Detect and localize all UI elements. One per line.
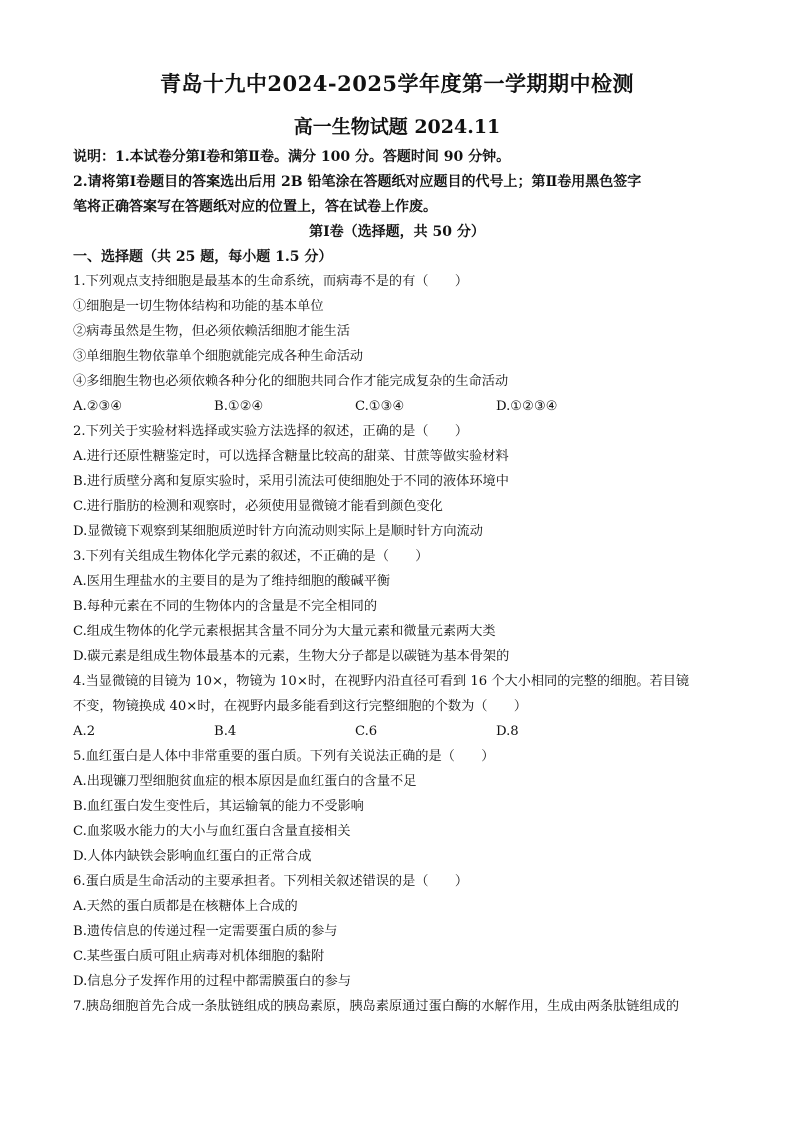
q1-item: ①细胞是一切生物体结构和功能的基本单位 xyxy=(73,299,324,314)
q2-option-d: D.显微镜下观察到某细胞质逆时针方向流动则实际上是顺时针方向流动 xyxy=(73,524,483,539)
q6-option-b: B.遗传信息的传递过程一定需要蛋白质的参与 xyxy=(73,924,338,939)
part-title: 一、选择题（共 25 题，每小题 1.5 分） xyxy=(73,249,333,265)
q2-option-b: B.进行质壁分离和复原实验时，采用引流法可使细胞处于不同的液体环境中 xyxy=(73,474,509,489)
instruction-line-1: 说明：1.本试卷分第Ⅰ卷和第Ⅱ卷。满分 100 分。答题时间 90 分钟。 xyxy=(73,149,511,165)
q3-option-b: B.每种元素在不同的生物体内的含量是不完全相同的 xyxy=(73,599,378,614)
q7-stem: 7.胰岛细胞首先合成一条肽链组成的胰岛素原，胰岛素原通过蛋白酶的水解作用，生成由两条肽链组成的 xyxy=(73,999,680,1014)
q3-option-c: C.组成生物体的化学元素根据其含量不同分为大量元素和微量元素两大类 xyxy=(73,624,496,639)
q5-option-a: A.出现镰刀型细胞贫血症的根本原因是血红蛋白的含量不足 xyxy=(73,774,417,789)
q5-option-d: D.人体内缺铁会影响血红蛋白的正常合成 xyxy=(73,849,312,864)
q1-stem: 1.下列观点支持细胞是最基本的生命系统，而病毒不是的有（ ） xyxy=(73,274,469,289)
q3-stem: 3.下列有关组成生物体化学元素的叙述，不正确的是（ ） xyxy=(73,549,429,564)
q2-stem: 2.下列关于实验材料选择或实验方法选择的叙述，正确的是（ ） xyxy=(73,424,469,439)
q4-option-a: A.2 xyxy=(73,724,96,739)
q5-option-b: B.血红蛋白发生变性后，其运输氧的能力不受影响 xyxy=(73,799,364,814)
q6-option-a: A.天然的蛋白质都是在核糖体上合成的 xyxy=(73,899,298,914)
q4-stem-line-1: 4.当显微镜的目镜为 10×，物镜为 10×时，在视野内沿直径可看到 16 个大小相同的完整的细胞。若目镜 xyxy=(73,674,690,689)
instruction-line-3: 笔将正确答案写在答题纸对应的位置上，答在试卷上作废。 xyxy=(73,199,437,215)
q6-option-c: C.某些蛋白质可阻止病毒对机体细胞的黏附 xyxy=(73,949,325,964)
q4-option-b: B.4 xyxy=(214,724,237,739)
q6-option-d: D.信息分子发挥作用的过程中都需膜蛋白的参与 xyxy=(73,974,352,989)
q1-option-c: C.①③④ xyxy=(355,399,405,414)
instruction-line-2: 2.请将第Ⅰ卷题目的答案选出后用 2B 铅笔涂在答题纸对应题目的代号上；第Ⅱ卷用黑色签字 xyxy=(73,174,642,190)
q4-option-c: C.6 xyxy=(355,724,378,739)
q1-item: ②病毒虽然是生物，但必须依赖活细胞才能生活 xyxy=(73,324,350,339)
exam-subtitle: 高一生物试题 2024.11 xyxy=(293,116,501,138)
exam-title: 青岛十九中2024-2025学年度第一学期期中检测 xyxy=(159,71,635,96)
q1-item: ④多细胞生物也必须依赖各种分化的细胞共同合作才能完成复杂的生命活动 xyxy=(73,374,509,389)
q3-option-d: D.碳元素是组成生物体最基本的元素，生物大分子都是以碳链为基本骨架的 xyxy=(73,649,510,664)
q1-option-b: B.①②④ xyxy=(214,399,264,414)
q1-item: ③单细胞生物依靠单个细胞就能完成各种生命活动 xyxy=(73,349,364,364)
q5-stem: 5.血红蛋白是人体中非常重要的蛋白质。下列有关说法正确的是（ ） xyxy=(73,749,495,764)
q1-option-a: A.②③④ xyxy=(73,399,123,414)
q4-option-d: D.8 xyxy=(496,724,519,739)
q4-stem-line-2: 不变，物镜换成 40×时，在视野内最多能看到这行完整细胞的个数为（ ） xyxy=(73,699,528,714)
q1-option-d: D.①②③④ xyxy=(496,399,558,414)
q3-option-a: A.医用生理盐水的主要目的是为了维持细胞的酸碱平衡 xyxy=(73,574,391,589)
q2-option-c: C.进行脂肪的检测和观察时，必须使用显微镜才能看到颜色变化 xyxy=(73,499,443,514)
q5-option-c: C.血浆吸水能力的大小与血红蛋白含量直接相关 xyxy=(73,824,351,839)
q2-option-a: A.进行还原性糖鉴定时，可以选择含糖量比较高的甜菜、甘蔗等做实验材料 xyxy=(73,449,509,464)
q6-stem: 6.蛋白质是生命活动的主要承担者。下列相关叙述错误的是（ ） xyxy=(73,874,469,889)
volume-title: 第Ⅰ卷（选择题，共 50 分） xyxy=(309,224,485,240)
